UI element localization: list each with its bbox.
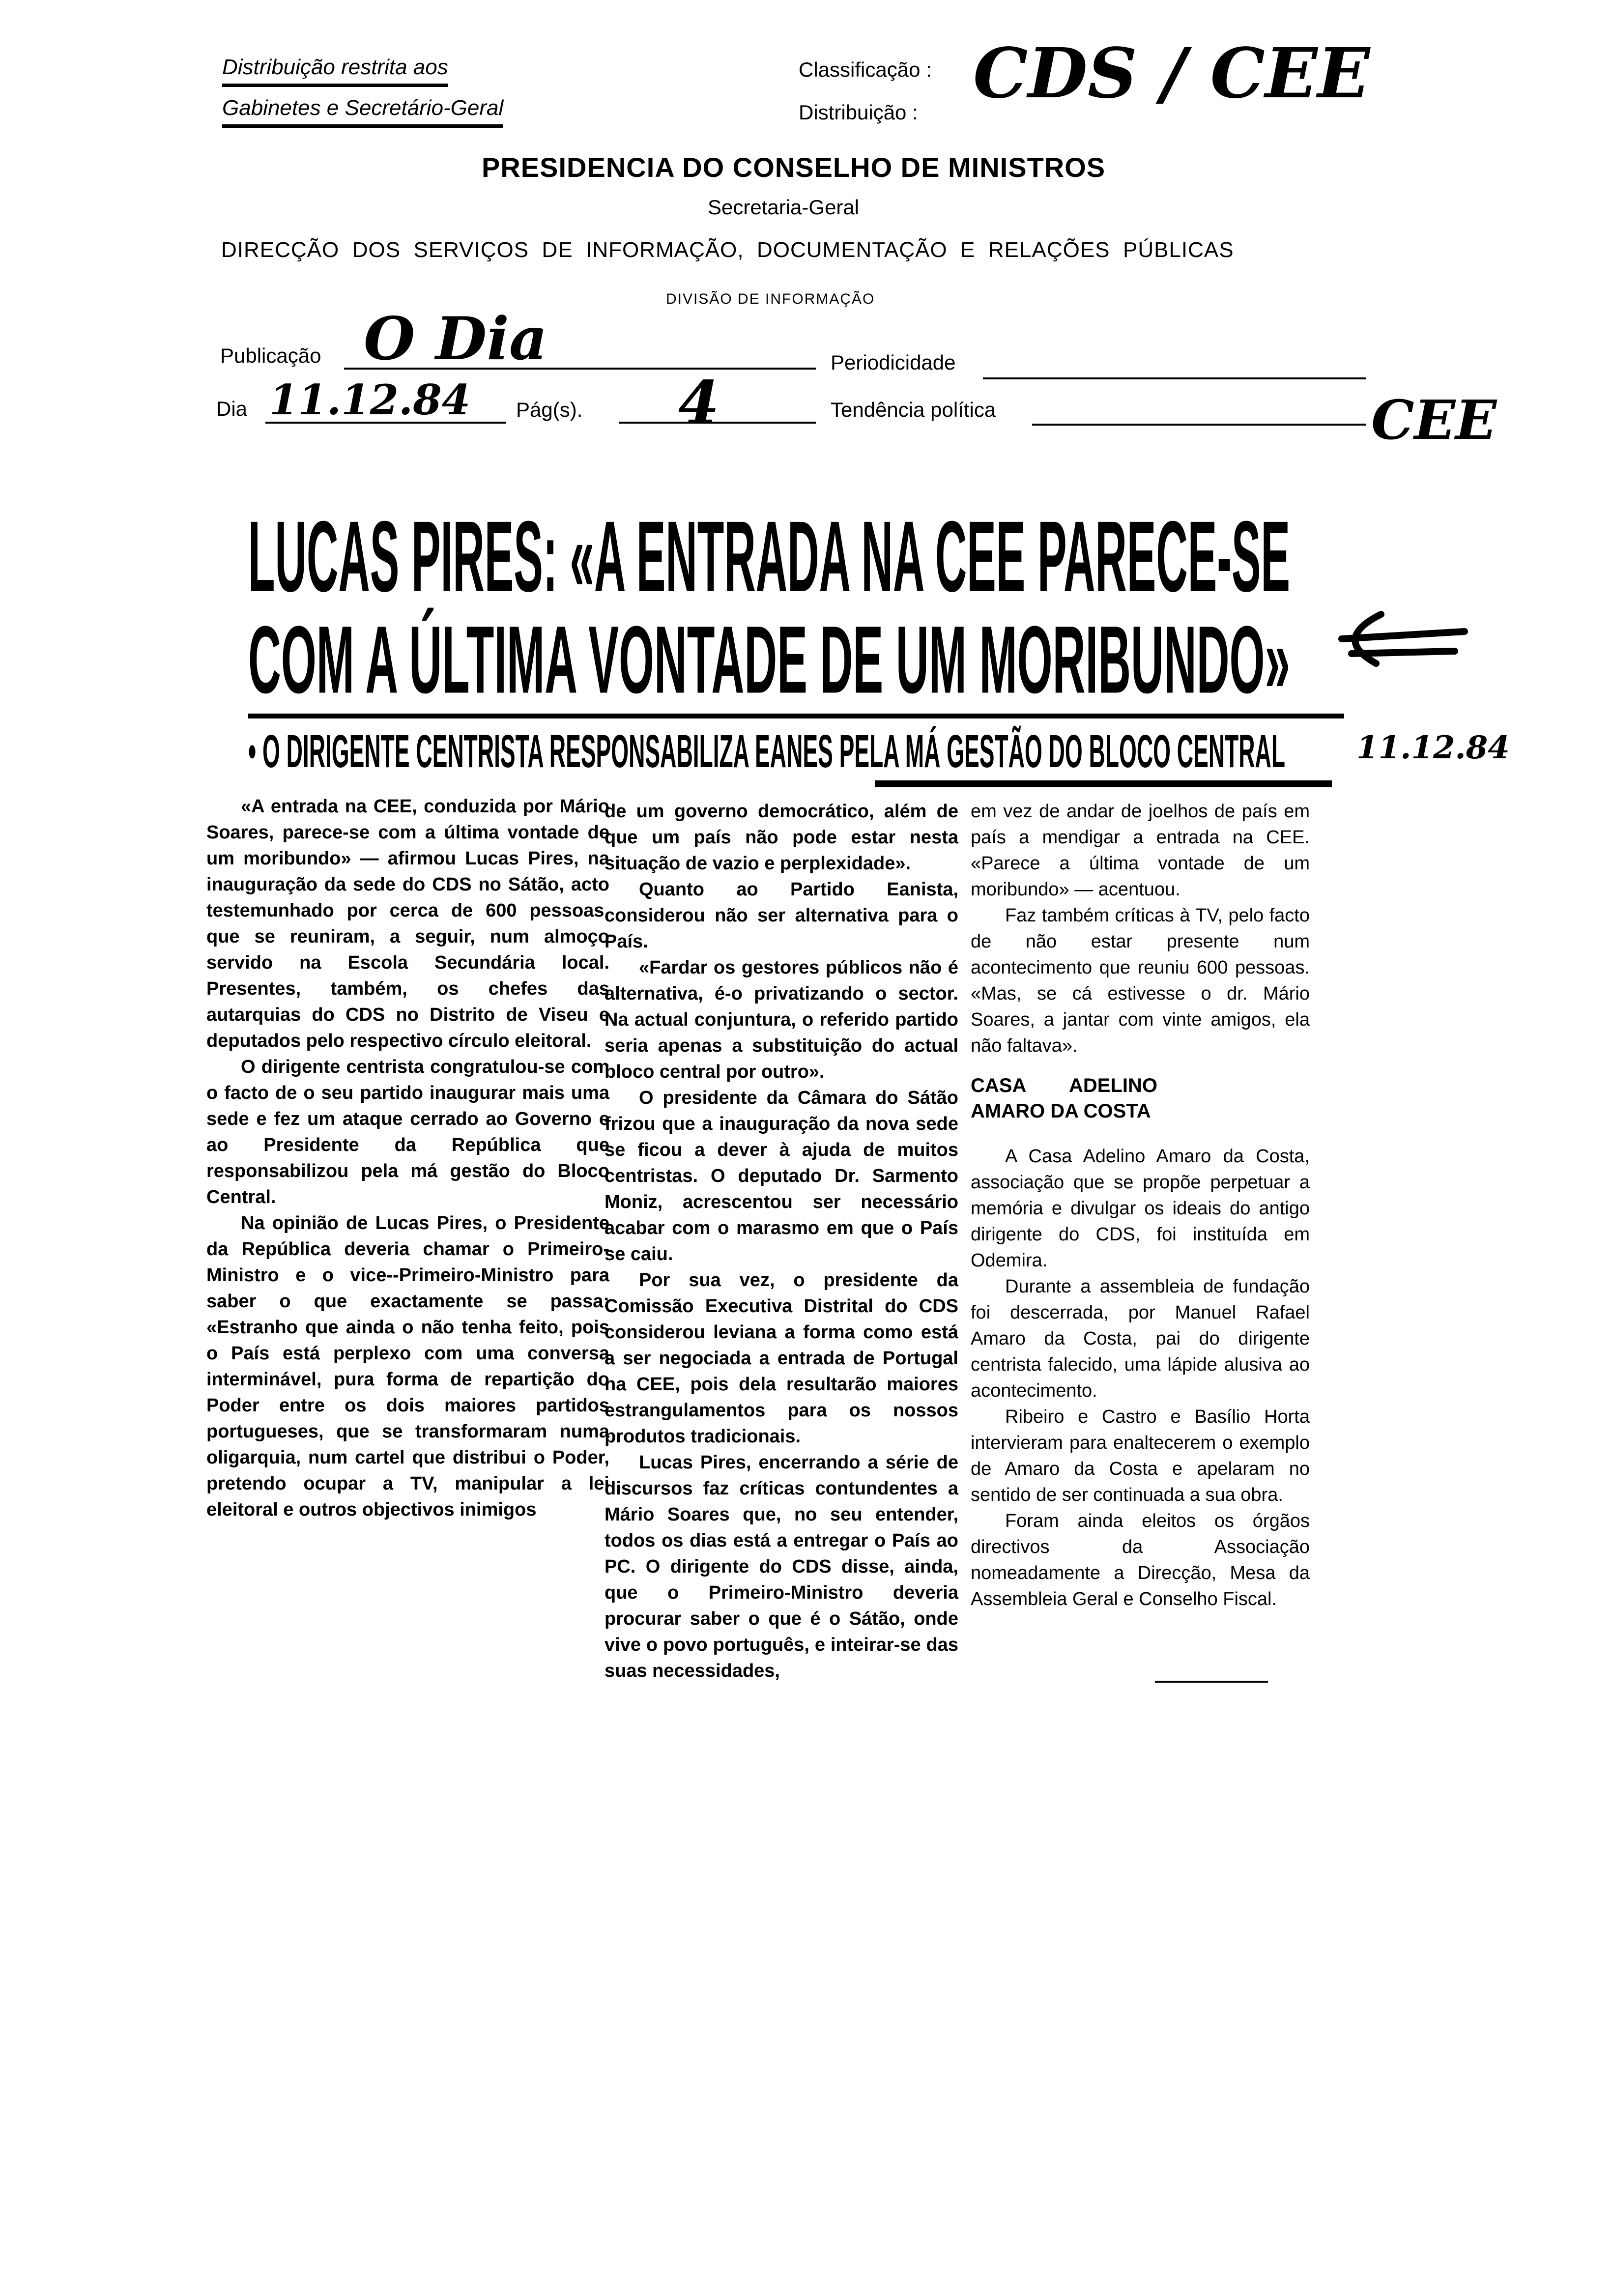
directorate: DIRECÇÃO DOS SERVIÇOS DE INFORMAÇÃO, DOCUMENTAÇÃO E RELAÇÕES PÚBLICAS	[221, 238, 1234, 262]
publication-value: O Dia	[364, 304, 547, 373]
division: DIVISÃO DE INFORMAÇÃO	[666, 291, 875, 307]
paragraph: Faz também críticas à TV, pelo facto de não estar presente num acontecimento que reuniu 600 pessoas. «Mas, se cá estivesse o dr. Mário Soares, a jantar com vinte amigos, ela não faltava».	[971, 905, 1310, 1056]
day-label: Dia	[216, 397, 248, 420]
paragraph: em vez de andar de joelhos de país em país a mendigar a entrada na CEE. «Parece a última vontade de um moribundo» — acentuou.	[971, 801, 1310, 900]
arrow-mark-icon	[1322, 604, 1469, 681]
section-heading: CASA ADELINO AMARO DA COSTA	[971, 1075, 1157, 1122]
headline-line-1: LUCAS PIRES: «A ENTRADA NA CEE PARECE-SE	[248, 500, 1290, 613]
tendency-label: Tendência política	[831, 398, 996, 421]
classification-label: Classificação :	[799, 58, 932, 81]
periodicity-label: Periodicidade	[831, 351, 956, 374]
restriction-line-2: Gabinetes e Secretário-Geral	[222, 96, 503, 128]
headline-rule	[248, 714, 1344, 718]
paragraph: Ribeiro e Castro e Basílio Horta intervieram para enaltecerem o exemplo de Amaro da Costa e apelaram no sentido de ser continuada a sua obra.	[971, 1406, 1310, 1505]
paragraph: «Fardar os gestores públicos não é alternativa, é-o privatizando o sector. Na actual conjuntura, o referido partido seria apenas a substituição do actual bloco central por outro».	[604, 957, 958, 1082]
pages-value: 4	[678, 368, 720, 437]
secretariat: Secretaria-Geral	[708, 196, 860, 219]
paragraph: Por sua vez, o presidente da Comissão Executiva Distrital do CDS considerou leviana a forma como está a ser negociada a entrada de Portugal na CEE, pois dela resultarão maiores estrangulamentos para os nossos produtos tradicionais.	[604, 1270, 958, 1447]
subheadline: • O DIRIGENTE CENTRISTA RESPONSABILIZA EANES PELA MÁ GESTÃO DO BLOCO CENTRAL	[248, 725, 1285, 777]
paragraph: Durante a assembleia de fundação foi descerrada, por Manuel Rafael Amaro da Costa, pai do dirigente centrista falecido, uma lápide alusiva ao acontecimento.	[971, 1276, 1310, 1401]
article-column-2	[604, 799, 958, 1684]
subheadline-rule	[875, 780, 1332, 787]
article-column-1	[206, 794, 609, 1523]
publication-label: Publicação	[220, 344, 321, 367]
handwritten-date: 11.12.84	[1356, 729, 1510, 766]
distribution-label: Distribuição :	[799, 101, 918, 124]
tendency-value: CEE	[1371, 388, 1497, 452]
paragraph: Na opinião de Lucas Pires, o Presidente da República deveria chamar o Primeiro-Ministro e o vice--Primeiro-Ministro para saber o que exactamente se passa: «Estranho que ainda o não tenha feito, pois o País está perplexo com uma conversa interminável, pura forma de repartição do Poder entre os dois maiores partidos portugueses, que se transformaram numa oligarquia, num cartel que distribui o Poder, pretendo ocupar a TV, manipular a lei eleitoral e outros objectivos inimigos	[206, 1213, 609, 1520]
day-value: 11.12.84	[269, 375, 471, 424]
article-column-3	[971, 799, 1310, 1612]
organization-title: PRESIDENCIA DO CONSELHO DE MINISTROS	[482, 152, 1106, 183]
paragraph: O dirigente centrista congratulou-se com o facto de o seu partido inaugurar mais uma sede e fez um ataque cerrado ao Governo e ao Presidente da República que responsabilizou pela má gestão do Bloco Central.	[206, 1057, 609, 1207]
paragraph: O presidente da Câmara do Sátão frizou que a inauguração da nova sede se ficou a dever à ajuda de muitos centristas. O deputado Dr. Sarmento Moniz, acrescentou ser necessário acabar com o marasmo em que o País se caiu.	[604, 1088, 958, 1264]
periodicity-field	[983, 377, 1366, 379]
paragraph: Foram ainda eleitos os órgãos directivos da Associação nomeadamente a Direcção, Mesa da Assembleia Geral e Conselho Fiscal.	[971, 1511, 1310, 1609]
pages-label: Pág(s).	[516, 398, 583, 421]
tendency-field	[1032, 424, 1366, 426]
handwritten-classification: CDS / CEE	[973, 33, 1370, 114]
end-rule	[1155, 1681, 1268, 1683]
restriction-line-1: Distribuição restrita aos	[222, 55, 448, 87]
paragraph: Lucas Pires, encerrando a série de discursos faz críticas contundentes a Mário Soares que, no seu entender, todos os dias está a entregar o País ao PC. O dirigente do CDS disse, ainda, que o Primeiro-Ministro deveria procurar saber o que é o Sátão, onde vive o povo português, e inteirar-se das suas necessidades,	[604, 1452, 958, 1681]
headline-line-1-wrap	[248, 500, 1612, 619]
paragraph: de um governo democrático, além de que um país não pode estar nesta situação de vazio e perplexidade».	[604, 801, 958, 874]
paragraph: Quanto ao Partido Eanista, considerou não ser alternativa para o País.	[604, 879, 958, 952]
paragraph: «A entrada na CEE, conduzida por Mário Soares, parece-se com a última vontade de um moribundo» — afirmou Lucas Pires, na inauguração da sede do CDS no Sátão, acto testemunhado por cerca de 600 pessoas, que se reuniram, a seguir, num almoço servido na Escola Secundária local. Presentes, também, os chefes das autarquias do CDS no Distrito de Viseu e deputados pelo respectivo círculo eleitoral.	[206, 796, 609, 1051]
paragraph: A Casa Adelino Amaro da Costa, associação que se propõe perpetuar a memória e divulgar os ideais do antigo dirigente do CDS, foi instituída em Odemira.	[971, 1146, 1310, 1271]
headline-line-2: COM A ÚLTIMA VONTADE DE UM MORIBUNDO»	[248, 606, 1290, 714]
